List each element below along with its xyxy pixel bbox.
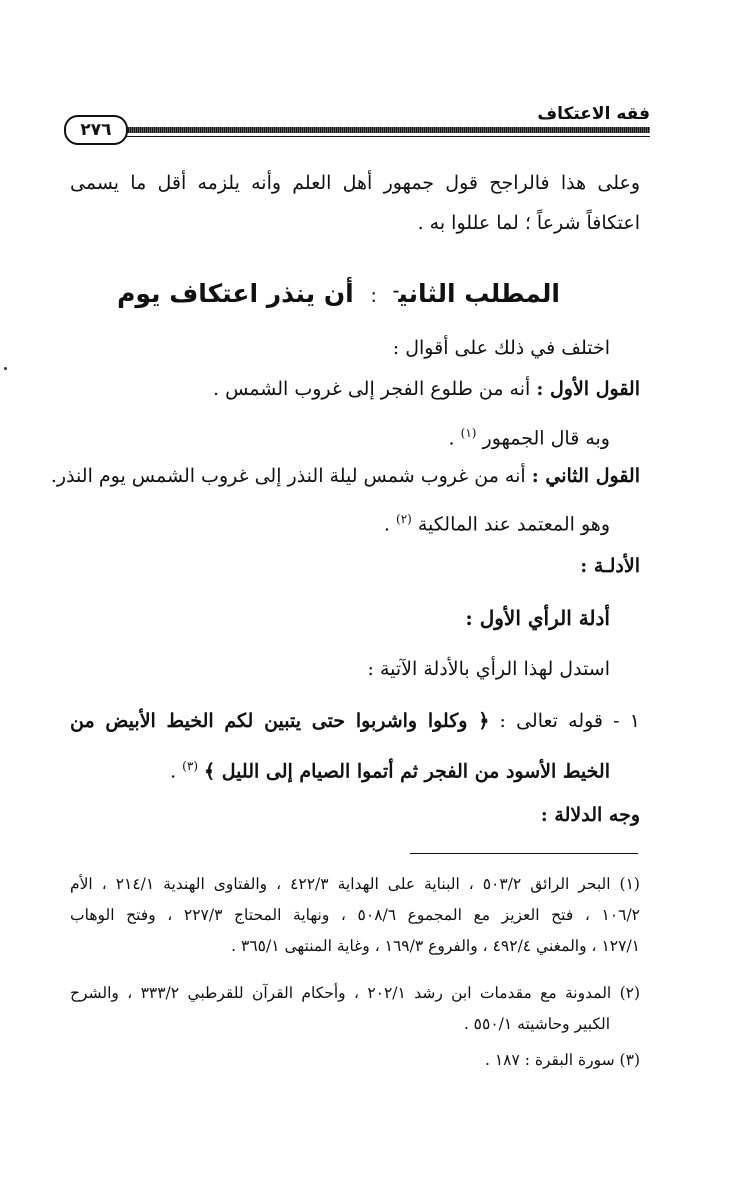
running-title: فقه الاعتكاف (537, 104, 650, 124)
evidence-intro: استدل لهذا الرأي بالأدلة الآتية : (367, 658, 610, 680)
footnote-1-line-2: ١٠٦/٢ ، فتح العزيز مع المجموع ٥٠٨/٦ ، ونهاية المحتاج ٢٢٧/٣ ، وفتح الوهاب (70, 906, 640, 924)
opinion-2-text: أنه من غروب شمس ليلة النذر إلى غروب الشمس يوم النذر. (50, 465, 526, 487)
footnote-ref-3: (٣) (182, 759, 198, 773)
footnote-2-line-2: الكبير وحاشيته ٥٥٠/١ . (463, 1015, 610, 1033)
footnote-1-line-3: ١٢٧/١ ، والمغني ٤٩٢/٤ ، والفروع ١٦٩/٣ ، وغاية المنتهى ٣٦٥/١ . (231, 937, 640, 955)
heading-rest: أن ينذر اعتكاف يوم (117, 279, 354, 308)
opinion-1-source-text: وبه قال الجمهور (482, 427, 610, 450)
header-rule-thin (70, 136, 650, 137)
body-line-2: اعتكافاً شرعاً ؛ لما عللوا به . (417, 212, 640, 234)
opinion-1-label: القول الأول : (536, 378, 640, 400)
opinion-2-source: وهو المعتمد عند المالكية $^{(٢)}$ . (383, 512, 610, 536)
footnote-ref-2: (٢) (396, 512, 412, 526)
scan-speck (4, 367, 7, 370)
opinion-2-source-text: وهو المعتمد عند المالكية (417, 513, 610, 536)
evidence-item-1-prefix: ١ - قوله تعالى : (499, 710, 640, 732)
opinion-1 (70, 374, 640, 404)
section-heading (117, 279, 560, 308)
heading-colon: : (370, 285, 377, 307)
evidence-item-1-line-2: الخيط الأسود من الفجر ثم أتموا الصيام إلى الليل ﴾ $^{(٣)}$ . (170, 759, 610, 783)
footnote-separator (410, 853, 638, 854)
dalala-heading: وجه الدلالة : (540, 804, 640, 826)
footnote-3: (٣) سورة البقرة : ١٨٧ . (484, 1051, 640, 1069)
opinion-1-source: وبه قال الجمهور $^{(١)}$ . (448, 426, 610, 450)
heading-main: المطلب الثاني (398, 279, 560, 308)
opinion-2 (50, 461, 640, 491)
verse-part-1: ﴿ وكلوا واشربوا حتى يتبين لكم الخيط الأبيض من (70, 710, 490, 732)
evidence-heading: الأدلـة : (580, 555, 640, 577)
footnote-ref-1: (١) (460, 426, 477, 440)
evidence-first-heading: أدلة الرأي الأول : (465, 606, 610, 630)
opinion-2-label: القول الثاني : (531, 465, 640, 487)
footnote-1-line-1: (١) البحر الرائق ٥٠٣/٢ ، البناية على الهداية ٤٢٢/٣ ، والفتاوى الهندية ٢١٤/١ ، الأم (70, 875, 640, 893)
evidence-item-1-line-1 (70, 706, 640, 736)
header-rule-thick (70, 127, 650, 133)
intro-line: اختلف في ذلك على أقوال : (392, 337, 610, 359)
honorific-mark: ـ (393, 280, 399, 297)
page-header (70, 100, 650, 144)
verse-part-2: الخيط الأسود من الفجر ثم أتموا الصيام إلى الليل ﴾ (204, 760, 610, 783)
page-number: ٢٧٦ (64, 115, 128, 145)
body-line-1: وعلى هذا فالراجح قول جمهور أهل العلم وأنه يلزمه أقل ما يسمى (70, 172, 640, 194)
opinion-1-text: أنه من طلوع الفجر إلى غروب الشمس . (212, 378, 531, 400)
footnote-2-line-1: (٢) المدونة مع مقدمات ابن رشد ٢٠٢/١ ، وأحكام القرآن للقرطبي ٣٣٣/٢ ، والشرح (70, 984, 641, 1002)
